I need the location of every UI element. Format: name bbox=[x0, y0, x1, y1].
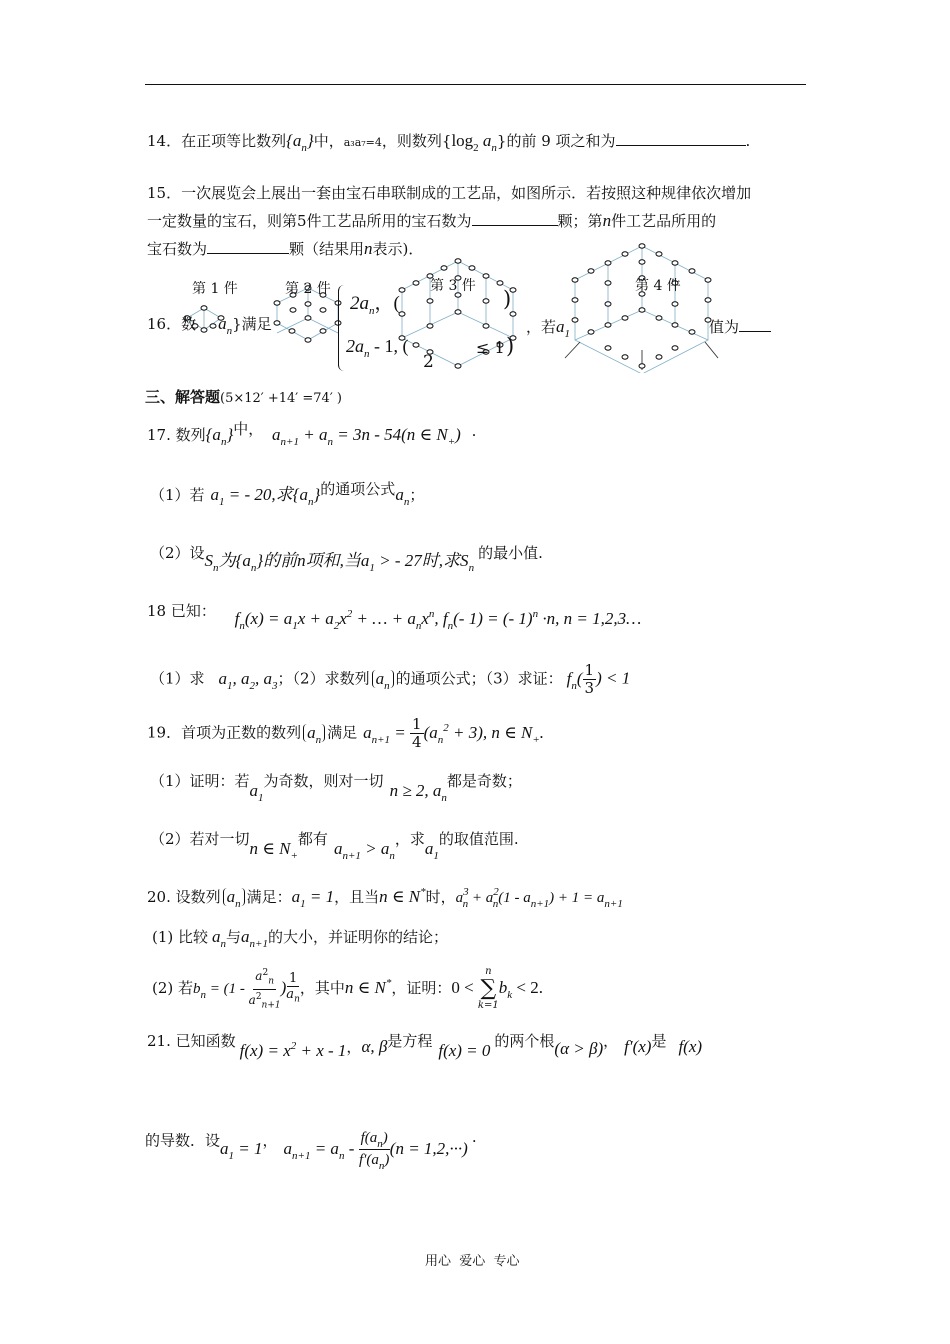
q14-text-mid1: 中， bbox=[313, 132, 344, 150]
q15-line1: 15．一次展览会上展出一套由宝石串联制成的工艺品，如图所示．若按照这种规律依次增加 bbox=[147, 184, 752, 202]
q16-case1-close: ) bbox=[503, 287, 512, 311]
section-3-title: 三、解答题 bbox=[145, 388, 221, 406]
question-17: 17. 数列$\{a_n\}$中， $a_{n+1} + a_n = 3n - 54(n$ ∈ $N_+$) · bbox=[147, 420, 477, 448]
question-14: 14．在正项等比数列$\{a_n\}$中，a₃a₇=4，则数列{$\log_2$ $a_n$}的前 9 项之和为 . bbox=[147, 131, 751, 154]
q15-line2: 一定数量的宝石，则第5件工艺品所用的宝石数为 颗；第n件工艺品所用的 bbox=[147, 211, 717, 230]
q16-number: 16．数 bbox=[147, 315, 197, 333]
q16-brace bbox=[338, 285, 347, 371]
question-21: 21. 已知函数 $f(x) = x^2 + x - 1$，α, β是方程 f(x) = 0 的两个根(α > β)， f′(x)是 f(x) bbox=[147, 1032, 703, 1060]
q21-fraction: $\frac{f(a_n)}{f'(a_n)}$ bbox=[358, 1130, 390, 1172]
q17-part1: （1）若 $a_1$ = - 20,求$\{a_n\}$的通项公式$a_n$； bbox=[150, 480, 425, 508]
q14-log: $\log_2 a_n$ bbox=[451, 131, 497, 154]
question-16: 16．数 $a_n$}满足 bbox=[147, 314, 272, 337]
q14-text-mid2: ，则数列{ bbox=[381, 132, 452, 150]
fig-label-3: 第 3 件 bbox=[430, 278, 476, 294]
question-20: 20. 设数列 $a_n$ 满足：$a_1 = 1$，且当n ∈ N*时，$a^3_n + a^2_n(1 - a_{n+1}) + 1 = a_{n+1}$ bbox=[147, 886, 623, 910]
fig-label-2: 第 2 件 bbox=[285, 281, 331, 297]
q16-value: 值为 bbox=[709, 316, 771, 337]
q16-case2-right: ≤ 1 bbox=[476, 338, 505, 357]
q18-parts: （1）求 $a_1$, $a_2$, $a_3$；（2）求数列 $a_n$ 的通项公式；（3）求证： $f_n$( $\frac{1}{3}$ ) < 1 bbox=[150, 661, 631, 697]
q19-part1: （1）证明：若$a_1$为奇数，则对一切 n ≥ 2, $a_n$都是奇数； bbox=[150, 772, 522, 804]
fig-label-1: 第 1 件 bbox=[192, 281, 238, 297]
q14-condition: a₃a₇=4 bbox=[343, 136, 382, 149]
q14-number: 14．在正项等比数列 bbox=[147, 132, 287, 150]
q21-line2: 的导数．设$a_1 = 1$， $a_{n+1} = a_n$ - $\frac{f(a_n)}{f'(a_n)}$ (n = 1,2,···) · bbox=[145, 1130, 477, 1172]
q14-text-tail: }的前 9 项之和为 bbox=[496, 132, 616, 150]
header-rule bbox=[145, 84, 806, 85]
q16-blank bbox=[739, 317, 771, 332]
q15-line3: 宝石数为 颗（结果用n表示)． bbox=[147, 239, 424, 258]
q16-seq: $a_n$ bbox=[218, 314, 233, 337]
q20-sum: n ∑ k=1 bbox=[477, 966, 499, 1011]
q19-part2: （2）若对一切n ∈ $N_+$都有 $a_{n+1} > a_n$，求$a_1$的取值范围. bbox=[150, 830, 519, 862]
q20-fraction-1: $\frac{a^2_n}{a^2_{n+1}}$ bbox=[248, 968, 281, 1010]
q17-part2: （2）设$S_n$为$\{a_n\}$的前n项和,当$a_1$ > - 27时,求$S_n$的最小值. bbox=[150, 544, 543, 574]
q16-case2-num: 2 bbox=[423, 352, 434, 372]
q15-gem-figure bbox=[170, 238, 770, 373]
fig-label-4: 第 4 件 bbox=[635, 278, 681, 294]
q20-part1: (1) 比较 $a_n$与$a_{n+1}$的大小，并证明你的结论； bbox=[152, 927, 448, 950]
q16-case1: $2a_n$，( bbox=[350, 293, 400, 317]
question-18: 18 已知： $f_n(x) = a_1x + a_2x^2$ + … + $a_nx^n$, $f_n(-$ 1) = (- 1)$^n$ ·n, n = 1,2,3… bbox=[147, 602, 642, 632]
q17-recurrence: $a_{n+1} + a_n = 3n - 54(n$ ∈ $N_+$) bbox=[272, 425, 461, 448]
q19-fraction: $\frac{1}{4}$ bbox=[412, 715, 422, 751]
q16-if: ，若$a_1$ bbox=[526, 317, 571, 340]
q20-recurrence: $a^3_n + a^2_n(1 - a_{n+1}) + 1 = a_{n+1}$ bbox=[455, 886, 623, 910]
q14-answer-blank bbox=[616, 131, 746, 146]
q14-sequence: $\{a_n\}$ bbox=[286, 131, 314, 154]
q16-case2: $2a_n - 1$, ( bbox=[346, 336, 409, 360]
q15-blank1 bbox=[472, 211, 558, 226]
section-3-score: (5×12′ +14′ =74′ ) bbox=[220, 391, 342, 406]
page-footer: 用心 爱心 专心 bbox=[425, 1254, 520, 1269]
q18-definition: $f_n(x) = a_1x + a_2x^2$ + … + $a_nx^n$, $f_n(-$ 1) = (- 1)$^n$ ·n, n = 1,2,3… bbox=[234, 608, 642, 632]
q18-fraction: $\frac{1}{3}$ bbox=[584, 661, 595, 697]
section-3-heading bbox=[145, 386, 342, 407]
q20-part2: (2) 若$b_n = (1$ - $\frac{a^2_n}{a^2_{n+1}}$ ) $\frac{1}{a_n}$ ，其中n ∈ N*，证明：0 < n ∑ k=1 $b_k < 2$. bbox=[152, 966, 543, 1011]
q16-case2-close: ) bbox=[506, 334, 515, 358]
q20-fraction-2: $\frac{1}{a_n}$ bbox=[286, 970, 300, 1005]
question-19: 19．首项为正数的数列 $a_n$ 满足 $a_{n+1}$ = $\frac{1}{4}$ $(a_n^2 + 3)$, n ∈ $N_+$. bbox=[147, 715, 544, 751]
